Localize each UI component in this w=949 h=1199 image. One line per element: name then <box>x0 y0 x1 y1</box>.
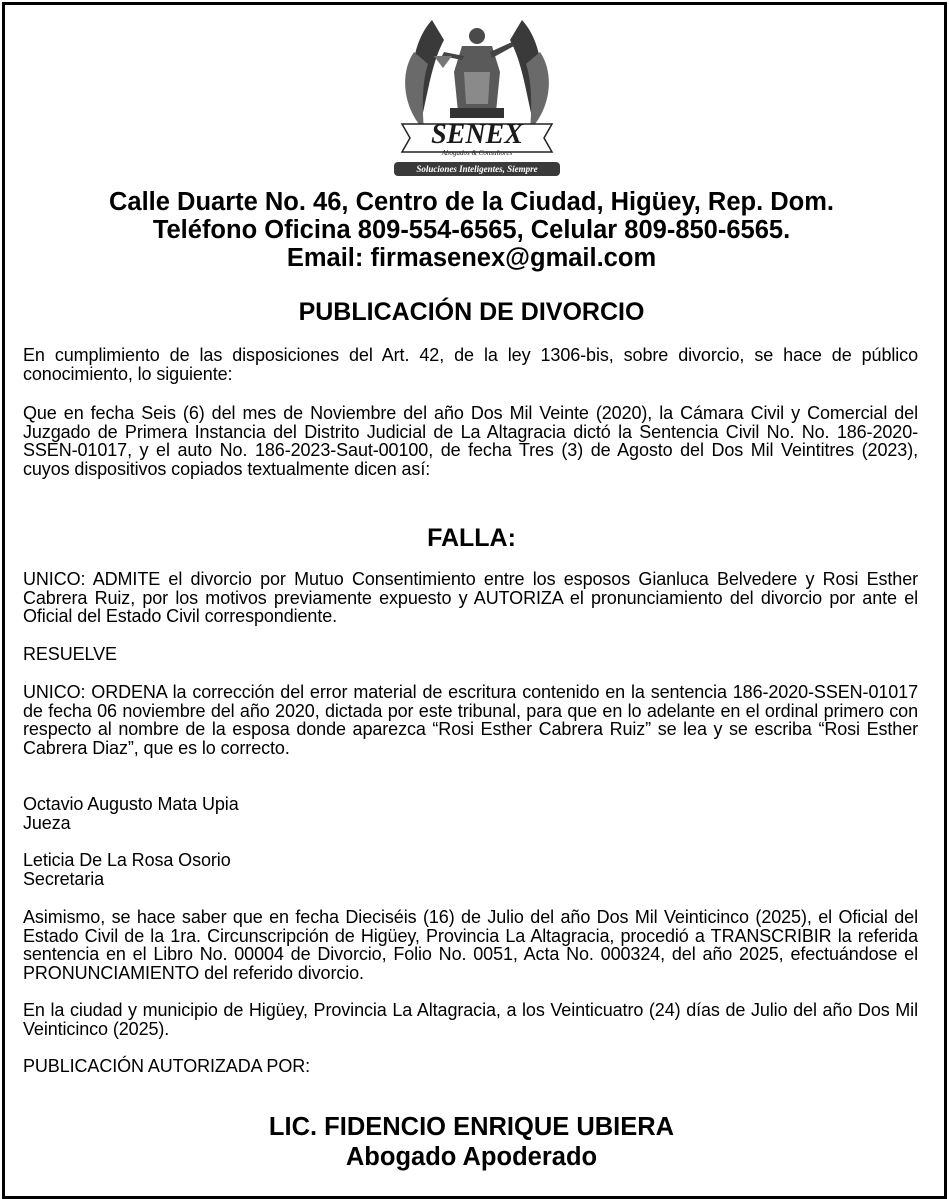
intro-paragraph: En cumplimiento de las disposiciones del Art. 42, de la ley 1306-bis, sobre divorcio, se hace de público conocimiento, lo siguiente: <box>23 345 918 384</box>
signatory-role: Jueza <box>23 813 71 833</box>
signatory-name: Leticia De La Rosa Osorio <box>23 850 231 870</box>
header-email: Email: firmasenex@gmail.com <box>286 244 657 272</box>
ciudad-paragraph: En la ciudad y municipio de Higüey, Provincia La Altagracia, a los Veinticuatro (24) días de Julio del año Dos Mil Veinticinco (2025). <box>23 1000 918 1039</box>
senex-logo <box>392 12 562 180</box>
signatory-role: Secretaria <box>23 869 105 889</box>
logo-name: SENEX <box>431 119 523 150</box>
fecha-paragraph: Que en fecha Seis (6) del mes de Noviembre del año Dos Mil Veinte (2020), la Cámara Civil y Comercial del Juzgado de Primera Instancia del Distrito Judicial de La Altagracia dictó la Sentencia Civil No. No. 186-2020-SSEN-01017, y el auto No. 186-2023-Saut-00100, de fecha Tres (3) de Agosto del Dos Mil Veintitres (2023), cuyos dispositivos copiados textualmente dicen así: <box>23 403 918 479</box>
logo-slogan: Soluciones Inteligentes, Siempre <box>416 164 538 174</box>
signatory-name: Octavio Augusto Mata Upia <box>23 794 239 814</box>
falla-heading: FALLA: <box>427 524 516 552</box>
resuelve-heading: RESUELVE <box>23 644 117 664</box>
autorizada-line: PUBLICACIÓN AUTORIZADA POR: <box>23 1056 311 1076</box>
resuelve-unico-paragraph: UNICO: ORDENA la corrección del error material de escritura contenido en la sentencia 186-2020-SSEN-01017 de fecha 06 noviembre del año 2020, dictada por este tribunal, para que en lo adelante en el ordinal primero con respecto al nombre de la esposa donde aparezca “Rosi Esther Cabrera Ruiz” se lea y se escriba “Rosi Esther Cabrera Diaz”, que es lo correcto. <box>23 682 918 758</box>
falla-unico-paragraph: UNICO: ADMITE el divorcio por Mutuo Consentimiento entre los esposos Gianluca Belvedere y Rosi Esther Cabrera Ruiz, por los motivos previamente expuesto y AUTORIZA el pronunciamiento del divorcio por ante el Oficial del Estado Civil correspondiente. <box>23 569 918 627</box>
lawyer-title: Abogado Apoderado <box>345 1143 598 1171</box>
logo-subtitle: Abogados & Consultores <box>441 149 513 157</box>
page-title: PUBLICACIÓN DE DIVORCIO <box>298 298 645 326</box>
header-address: Calle Duarte No. 46, Centro de la Ciudad, Higüey, Rep. Dom. <box>109 188 834 216</box>
header-phones: Teléfono Oficina 809-554-6565, Celular 809-850-6565. <box>152 216 791 244</box>
lawyer-name: LIC. FIDENCIO ENRIQUE UBIERA <box>268 1113 675 1141</box>
asimismo-paragraph: Asimismo, se hace saber que en fecha Dieciséis (16) de Julio del año Dos Mil Veinticinco (2025), el Oficial del Estado Civil de la 1ra. Circunscripción de Higüey, Provincia La Altagracia, procedió a TRANSCRIBIR la referida sentencia en el Libro No. 00004 de Divorcio, Folio No. 0051, Acta No. 000324, del año 2025, efectuándose el PRONUNCIAMIENTO del referido divorcio. <box>23 907 918 983</box>
